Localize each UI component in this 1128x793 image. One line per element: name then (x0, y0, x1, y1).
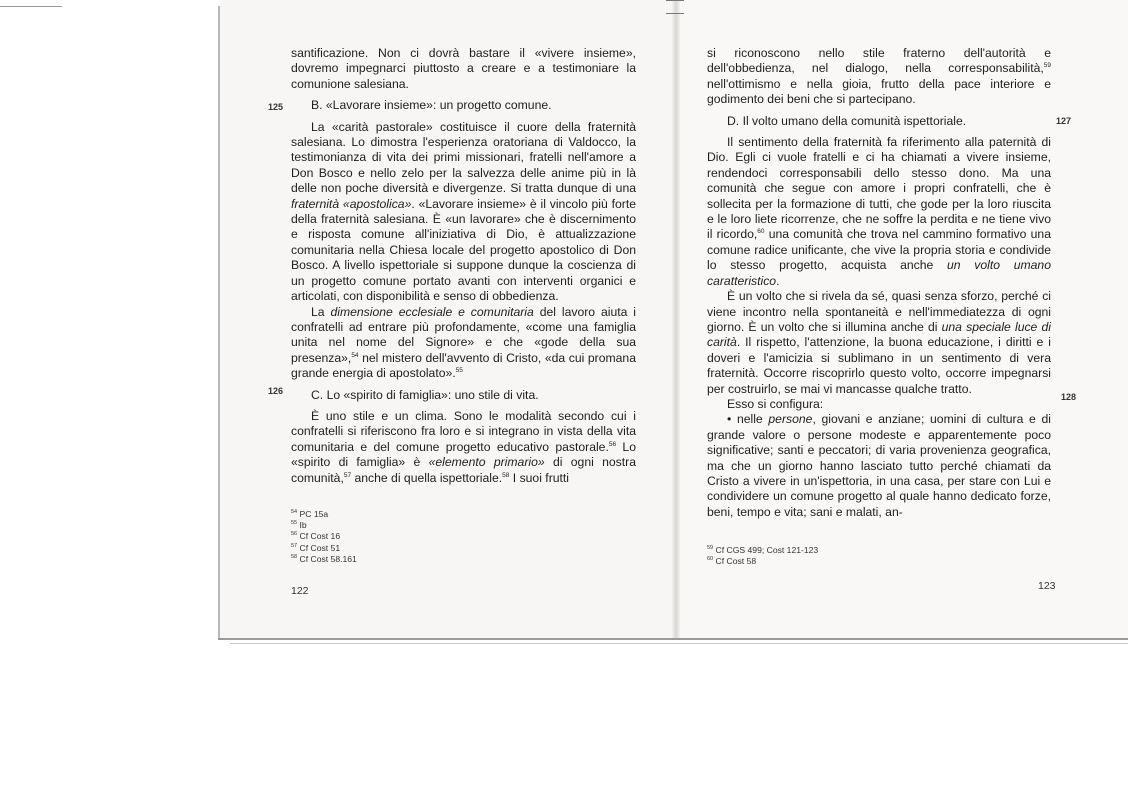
margin-number: 125 (268, 102, 284, 112)
margin-number: 128 (1061, 392, 1077, 402)
section-heading-c: C. Lo «spirito di famiglia»: uno stile di vita. (311, 387, 539, 402)
footnote: $^{56}$ Cf Cost 16 (291, 531, 341, 542)
paragraph: Il sentimento della fraternità fa riferimento alla paternità di Dio. Egli ci vuole fratelli e ci ha chiamati a vivere insieme, rendendoci corresponsabili dello stesso dono. Ma una comunità che segue con amore i propri confratelli, che è sollecita per la formazione di tutti, che gode per la loro riuscita e le loro liete ricorrenze, che ne soffre la perdita e ne tiene vivo il ricordo,$^{60}$ una comunità che trova nel cammino formativo una comune radice unificante, che vive la propria storia e condivide lo stesso progetto, acquista anche un volto umano caratteristico. (707, 135, 1051, 288)
right-footnotes (707, 545, 818, 567)
footnote: $^{60}$ Cf Cost 58 (707, 556, 757, 567)
paragraph: È uno stile e un clima. Sono le modalità secondo cui i confratelli si riferiscono fra loro e si integrano in vista della vita comunitaria e del comune progetto educativo pastorale.$^{56}$ Lo «spirito di famiglia» è «elemento primario» di ogni nostra comunità,$^{57}$ anche di quella ispettoriale.$^{58}$ I suoi frutti (291, 408, 636, 485)
footnote: $^{58}$ Cf Cost 58.161 (291, 553, 357, 564)
left-page-text (291, 46, 636, 486)
section-heading-b: B. «Lavorare insieme»: un progetto comune. (311, 98, 552, 113)
page-number: 123 (1038, 580, 1056, 592)
footnote: $^{54}$ PC 15a (291, 509, 329, 519)
paragraph: È un volto che si rivela da sé, quasi senza sforzo, perché ci viene incontro nella spontaneità e nell'immediatezza di ogni giorno. È un volto che si illumina anche di una speciale luce di carità. Il rispetto, l'attenzione, la buona educazione, i diritti e i doveri e l'amicizia si sublimano in un sentimento di vera fraternità. Occorre riscoprirlo questo volto, occorre impegnarsi per costruirlo, se mai vi mancasse qualche tratto. (707, 289, 1051, 396)
book-gutter (672, 0, 680, 640)
margin-number: 127 (1056, 116, 1072, 126)
page-number: 122 (291, 585, 309, 597)
margin-number: 126 (268, 386, 284, 396)
footnote: $^{57}$ Cf Cost 51 (291, 542, 341, 553)
bullet-paragraph: • nelle persone, giovani e anziane; uomini di cultura e di grande valore o persone modeste e apparentemente poco significative; santi e peccatori; di varia provenienza geografica, ma che un giorno hanno lasciato tutto perché chiamati da Cristo a vivere in un'ispettoria, in una casa, per stare con Lui e condividere un comune progetto al quale hanno dedicato forze, beni, tempo e vita; sani e malati, an- (707, 412, 1051, 519)
paragraph: Esso si configura: (727, 396, 824, 411)
page-bottom-edge (218, 638, 1128, 640)
section-heading-d: D. Il volto umano della comunità ispettoriale. (727, 113, 967, 128)
left-footnotes (291, 509, 357, 565)
paragraph: La dimensione ecclesiale e comunitaria del lavoro aiuta i confratelli ad entrare più profondamente, «come una famiglia unita nel nome del Signore» e che «gode della sua presenza»,$^{54}$ nel mistero dell'avvento di Cristo, «da cui promana grande energia di apostolato».$^{55}$ (291, 304, 636, 381)
gutter-binding-mark (666, 0, 684, 14)
right-page-text (707, 46, 1051, 520)
paragraph: si riconoscono nello stile fraterno dell'autorità e dell'obbedienza, nel dialogo, nella corresponsabilità,$^{59}$ nell'ottimismo e nella gioia, frutto della pace interiore e godimento dei beni che si partecipano. (707, 46, 1051, 107)
footnote: $^{55}$ Ib (291, 520, 307, 531)
page-bottom-shadow (230, 643, 1128, 644)
page-left-edge (218, 6, 220, 640)
paragraph: La «carità pastorale» costituisce il cuore della fraternità salesiana. Lo dimostra l'esperienza oratoriana di Valdocco, la testimonianza di vita dei primi missionari, fratelli nell'amore a Don Bosco e nello zelo per la salvezza delle anime più in là delle non poche diversità e divergenze. Si tratta dunque di una fraternità «apostolica». «Lavorare insieme» è il vincolo più forte della fraternità salesiana. È «un lavorare» che è discernimento e risposta comune all'iniziativa di Dio, è attualizzazione comunitaria nella Chiesa locale del progetto apostolico di Don Bosco. A livello ispettoriale si suppone dunque la coscienza di un progetto comune portato avanti con interventi organici e articolati, con disponibilità e senso di obbedienza. (291, 119, 637, 304)
footnote: $^{59}$ Cf CGS 499; Cost 121-123 (707, 545, 819, 555)
paragraph: santificazione. Non ci dovrà bastare il «vivere insieme», dovremo impegnarci piuttosto a creare e a testimoniare la comunione salesiana. (291, 46, 636, 91)
scan-edge-line (0, 6, 62, 7)
